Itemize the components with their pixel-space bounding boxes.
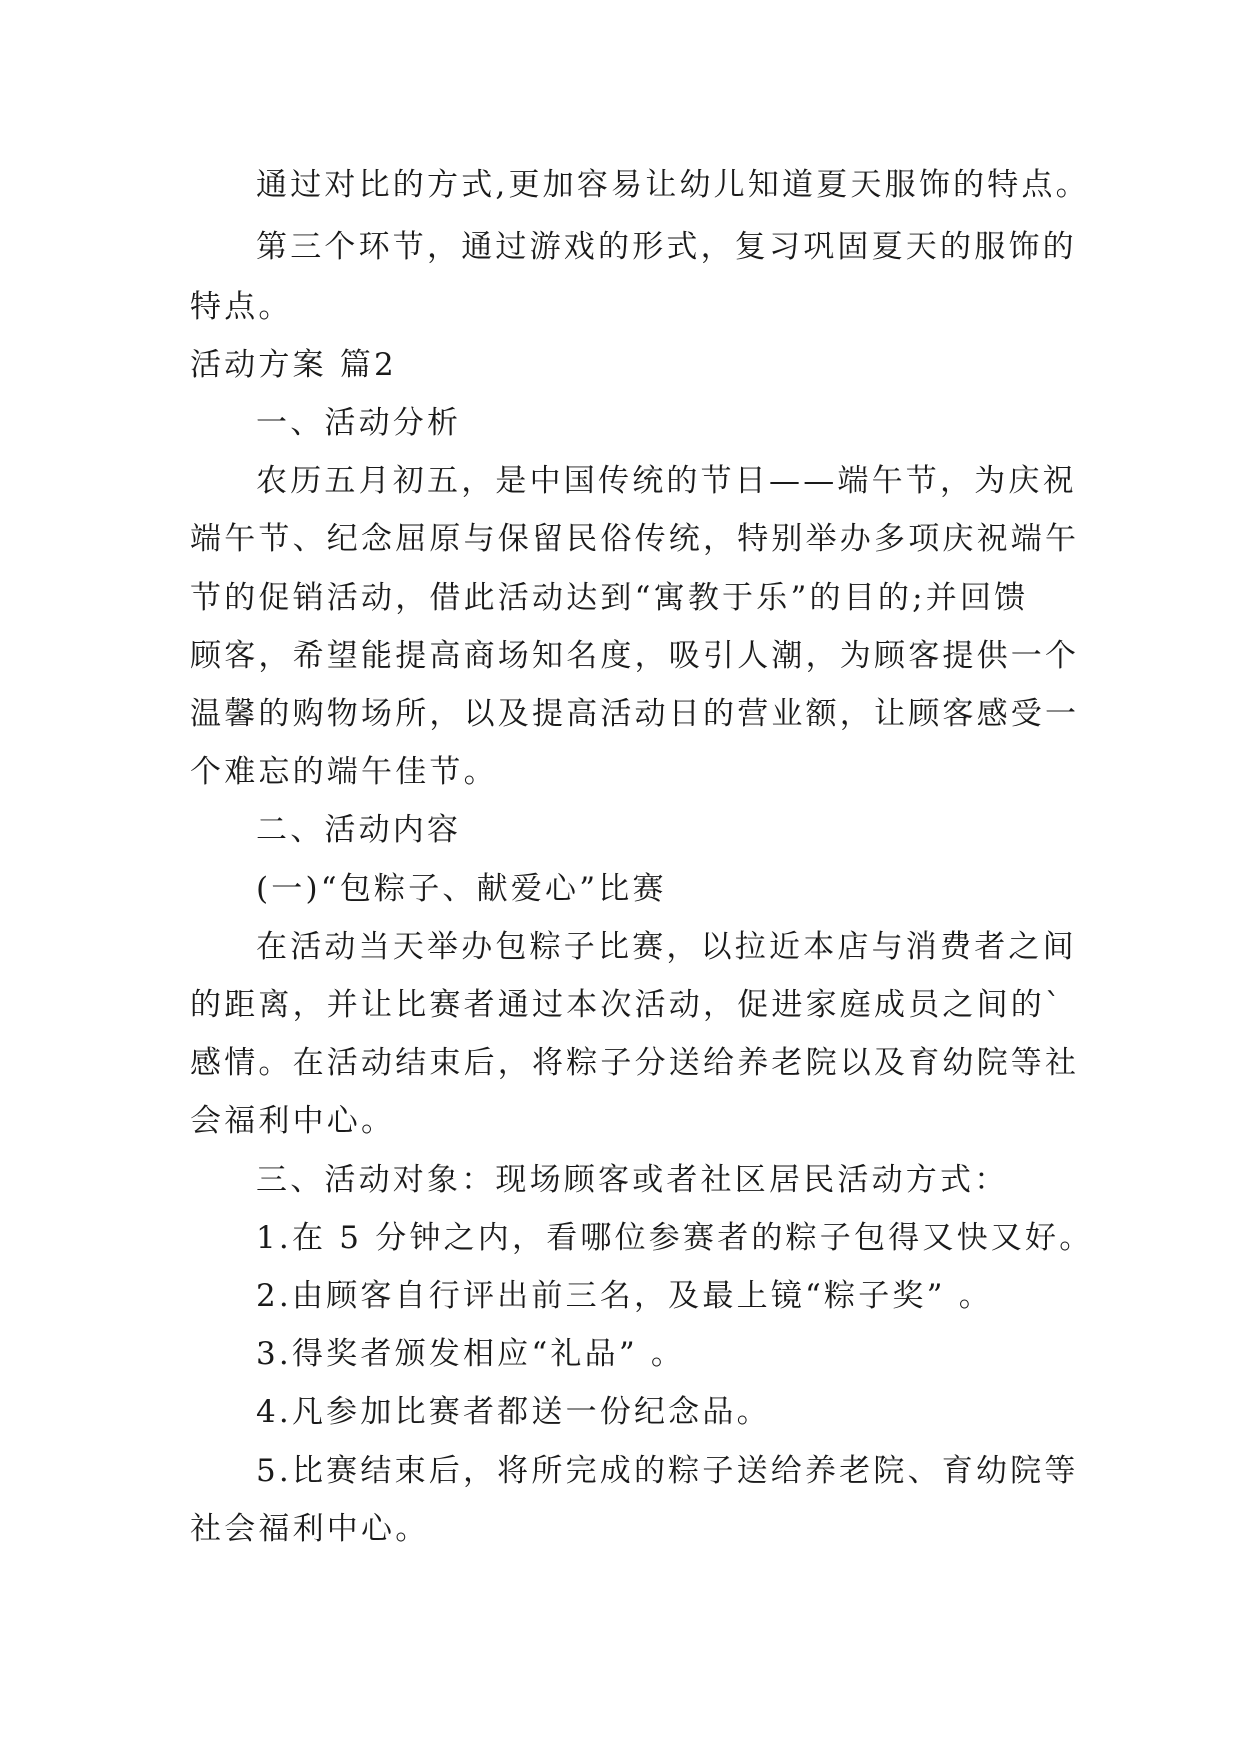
list-item: 1.在 5 分钟之内，看哪位参赛者的粽子包得又快又好。 [256,1220,1094,1256]
paragraph-line: 特点。 [190,289,293,325]
paragraph-line: 端午节、纪念屈原与保留民俗传统，特别举办多项庆祝端午 [190,521,1080,557]
paragraph-line: 农历五月初五，是中国传统的节日——端午节，为庆祝 [256,463,1077,499]
paragraph-line: 的距离，并让比赛者通过本次活动，促进家庭成员之间的` [190,987,1064,1023]
list-item: 社会福利中心。 [190,1511,430,1547]
section-heading: 活动方案 篇2 [190,347,397,383]
subsection-heading: 一、活动分析 [256,405,462,441]
list-item: 4.凡参加比赛者都送一份纪念品。 [256,1394,771,1430]
paragraph-line: 通过对比的方式,更加容易让幼儿知道夏天服饰的特点。 [256,167,1090,203]
subsection-heading: 二、活动内容 [256,812,462,848]
list-item: 2.由顾客自行评出前三名，及最上镜“粽子奖” 。 [256,1278,993,1314]
list-item: 5.比赛结束后，将所完成的粽子送给养老院、育幼院等 [256,1453,1079,1489]
paragraph-line: 第三个环节，通过游戏的形式，复习巩固夏天的服饰的 [256,229,1077,265]
paragraph-line: 在活动当天举办包粽子比赛，以拉近本店与消费者之间 [256,929,1077,965]
paragraph-line: 会福利中心。 [190,1103,396,1139]
item-heading: (一)“包粽子、献爱心”比赛 [256,871,667,907]
subsection-heading: 三、活动对象：现场顾客或者社区居民活动方式： [256,1162,1009,1198]
paragraph-line: 节的促销活动，借此活动达到“寓教于乐”的目的;并回馈 [190,580,1029,616]
paragraph-line: 温馨的购物场所，以及提高活动日的营业额，让顾客感受一 [190,696,1080,732]
paragraph-line: 个难忘的端午佳节。 [190,754,498,790]
paragraph-line: 顾客，希望能提高商场知名度，吸引人潮，为顾客提供一个 [190,638,1080,674]
paragraph-line: 感情。在活动结束后，将粽子分送给养老院以及育幼院等社 [190,1045,1080,1081]
list-item: 3.得奖者颁发相应“礼品” 。 [256,1336,686,1372]
